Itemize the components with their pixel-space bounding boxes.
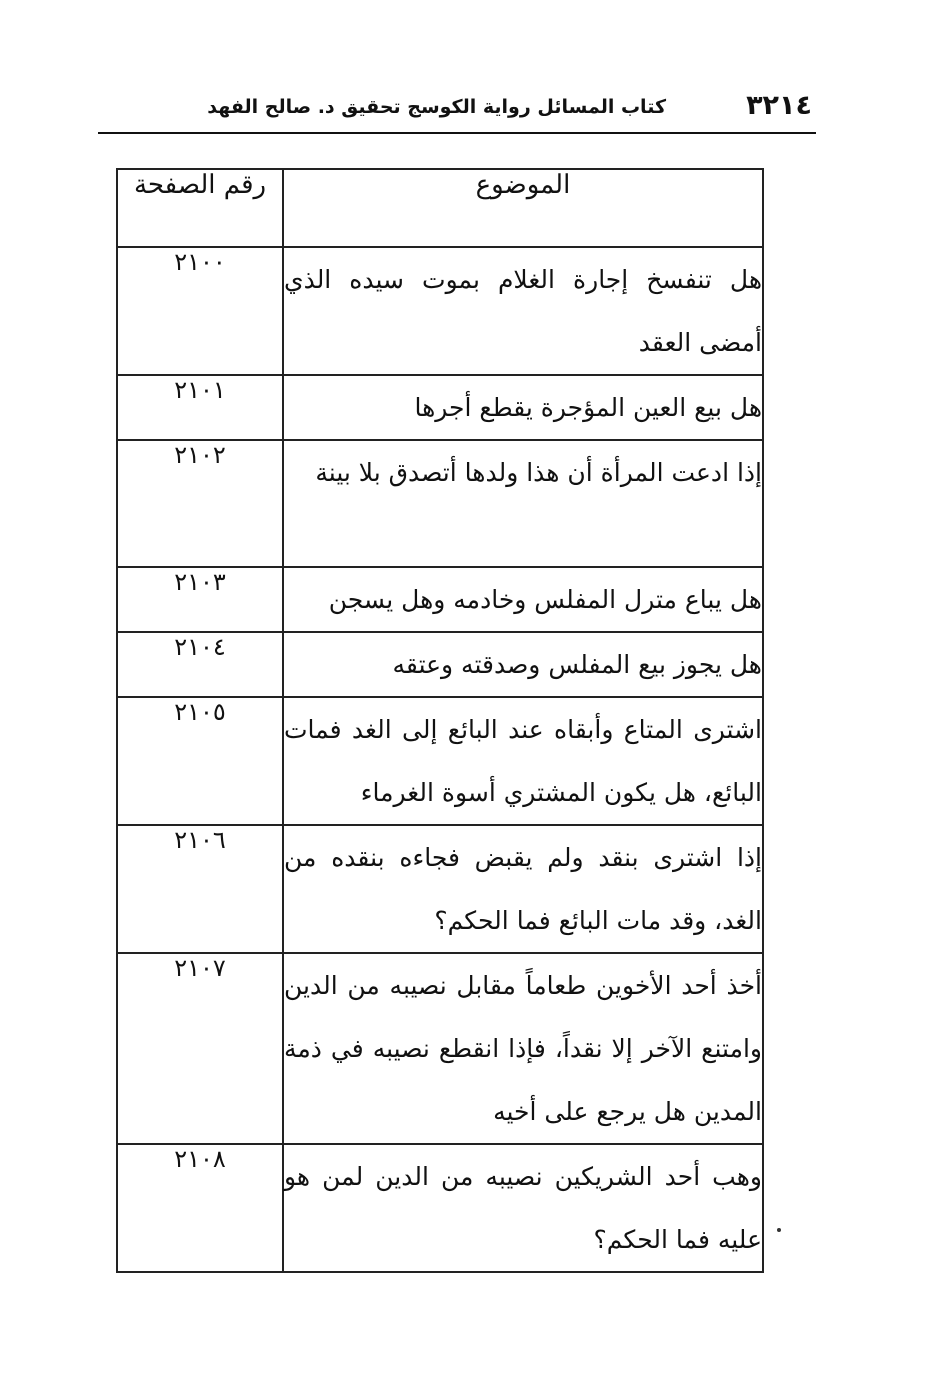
table-row (117, 1144, 763, 1272)
topic-cell: هل بيع العين المؤجرة يقطع أجرها (283, 375, 763, 440)
table-row (117, 632, 763, 697)
page-cell: ٢١٠٠ (117, 247, 283, 375)
page-cell: ٢١٠١ (117, 375, 283, 440)
index-table (116, 168, 764, 1273)
table-row (117, 953, 763, 1144)
topic-cell: اشترى المتاع وأبقاه عند البائع إلى الغد فمات البائع، هل يكون المشتري أسوة الغرماء (283, 697, 763, 825)
topic-cell: أخذ أحد الأخوين طعاماً مقابل نصيبه من الدين وامتنع الآخر إلا نقداً، فإذا انقطع نصيبه في ذمة المدين هل يرجع على أخيه (283, 953, 763, 1144)
page-column-header: رقم الصفحة (117, 169, 283, 247)
running-title: كتاب المسائل رواية الكوسج تحقيق د. صالح الفهد (207, 96, 666, 118)
topic-cell: هل تنفسخ إجارة الغلام بموت سيده الذي أمضى العقد (283, 247, 763, 375)
scan-speck (777, 1228, 781, 1232)
table-row (117, 375, 763, 440)
page-header (98, 88, 816, 134)
topic-cell: هل يباع مترل المفلس وخادمه وهل يسجن (283, 567, 763, 632)
table-row (117, 697, 763, 825)
page-cell: ٢١٠٦ (117, 825, 283, 953)
table-header-row (117, 169, 763, 247)
topic-cell: إذا اشترى بنقد ولم يقبض فجاءه بنقده من الغد، وقد مات البائع فما الحكم؟ (283, 825, 763, 953)
topic-cell: هل يجوز بيع المفلس وصدقته وعتقه (283, 632, 763, 697)
page-cell: ٢١٠٤ (117, 632, 283, 697)
page-cell: ٢١٠٧ (117, 953, 283, 1144)
page-cell: ٢١٠٢ (117, 440, 283, 567)
page-cell: ٢١٠٥ (117, 697, 283, 825)
page-number: ٣٢١٤ (746, 90, 812, 121)
topic-column-header: الموضوع (283, 169, 763, 247)
page-cell: ٢١٠٨ (117, 1144, 283, 1272)
table-row (117, 567, 763, 632)
topic-cell: إذا ادعت المرأة أن هذا ولدها أتصدق بلا بينة (283, 440, 763, 567)
table-row (117, 825, 763, 953)
topic-cell: وهب أحد الشريكين نصيبه من الدين لمن هو عليه فما الحكم؟ (283, 1144, 763, 1272)
table-row (117, 247, 763, 375)
table-row (117, 440, 763, 567)
page-cell: ٢١٠٣ (117, 567, 283, 632)
